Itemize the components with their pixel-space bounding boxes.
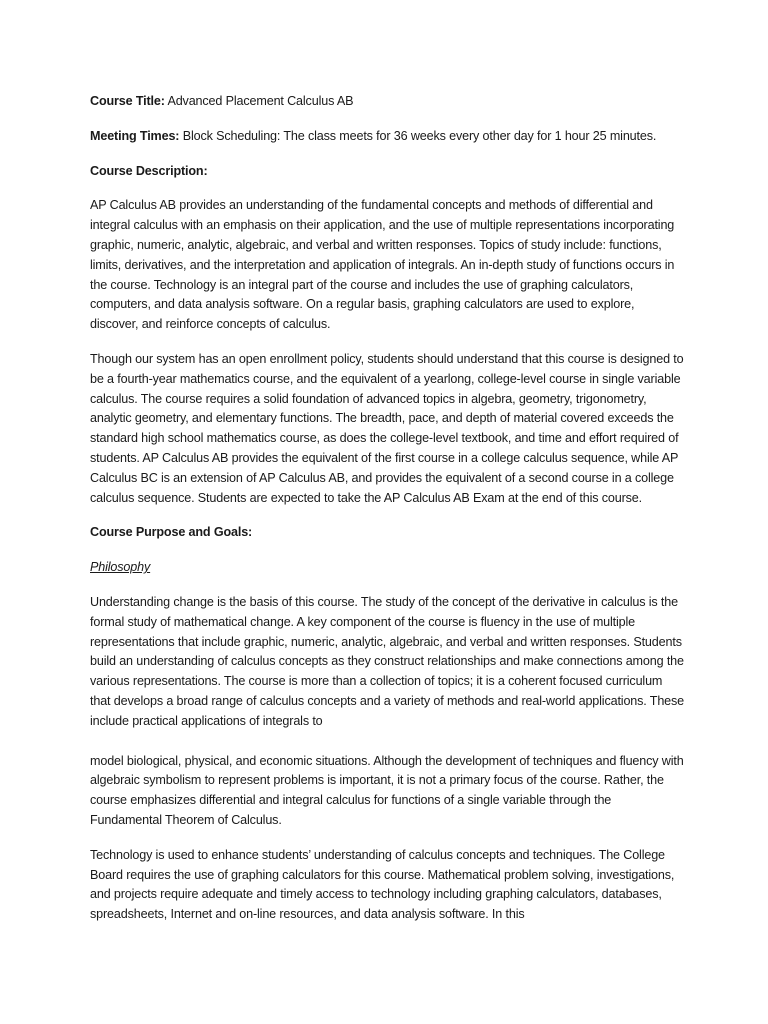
philosophy-heading: Philosophy — [90, 560, 151, 575]
purpose-goals-label: Course Purpose and Goals: — [90, 525, 253, 540]
course-title-line — [90, 92, 685, 112]
course-description-label: Course Description: — [90, 163, 208, 178]
philosophy-paragraph-2: model biological, physical, and economic situations. Although the development of techniques and fluency with algebraic symbolism to represent problems is important, it is not a primary focus of the course. Rather, the course emphasizes differential and integral calculus for functions of a single variable through the Fundamental Theorem of Calculus. — [90, 753, 684, 827]
document-body — [90, 92, 685, 940]
meeting-times-label: Meeting Times: — [90, 128, 180, 143]
meeting-times-line — [90, 127, 685, 147]
description-paragraph-2: Though our system has an open enrollment policy, students should understand that this course is designed to be a fourth-year mathematics course, and the equivalent of a yearlong, college-level course in single variable calculus. The course requires a solid foundation of advanced topics in algebra, geometry, trigonometry, analytic geometry, and elementary functions. The breadth, pace, and depth of material covered exceeds the standard high school mathematics course, as does the college-level textbook, and time and effort required of students. AP Calculus AB provides the equivalent of the first course in a college calculus sequence, while AP Calculus BC is an extension of AP Calculus AB, and provides the equivalent of a second course in a college calculus sequence. Students are expected to take the AP Calculus AB Exam at the end of this course. — [90, 351, 684, 505]
purpose-goals-heading — [90, 523, 685, 543]
course-description-heading — [90, 162, 685, 182]
technology-paragraph: Technology is used to enhance students’ understanding of calculus concepts and techniques. The College Board requires the use of graphing calculators for this course. Mathematical problem solving, investigations, and projects require adequate and timely access to technology including graphing calculators, databases, spreadsheets, Internet and on-line resources, and data analysis software. In this — [90, 847, 675, 922]
philosophy-paragraph-1: Understanding change is the basis of this course. The study of the concept of the derivative in calculus is the formal study of mathematical change. A key component of the course is fluency in the use of multiple representations that include graphic, numeric, analytic, algebraic, and verbal and written responses. Students build an understanding of calculus concepts as they construct relationships and make connections among the various representations. The course is more than a collection of topics; it is a coherent focused curriculum that develops a broad range of calculus concepts and a variety of methods and real-world applications. These include practical applications of integrals to — [90, 594, 685, 728]
course-title-value: Advanced Placement Calculus AB — [167, 94, 354, 108]
course-title-label: Course Title: — [90, 94, 165, 108]
description-paragraph-1: AP Calculus AB provides an understanding of the fundamental concepts and methods of differential and integral calculus with an emphasis on their application, and the use of multiple representations incorporating graphic, numeric, analytic, algebraic, and verbal and written responses. Topics of study include: functions, limits, derivatives, and the interpretation and application of integrals. An in-depth study of functions occurs in the course. Technology is an integral part of the course and includes the use of graphing calculators, computers, and data analysis software. On a regular basis, graphing calculators are used to explore, discover, and reinforce concepts of calculus. — [90, 198, 675, 332]
meeting-times-value: Block Scheduling: The class meets for 36 weeks every other day for 1 hour 25 minutes. — [182, 128, 657, 143]
